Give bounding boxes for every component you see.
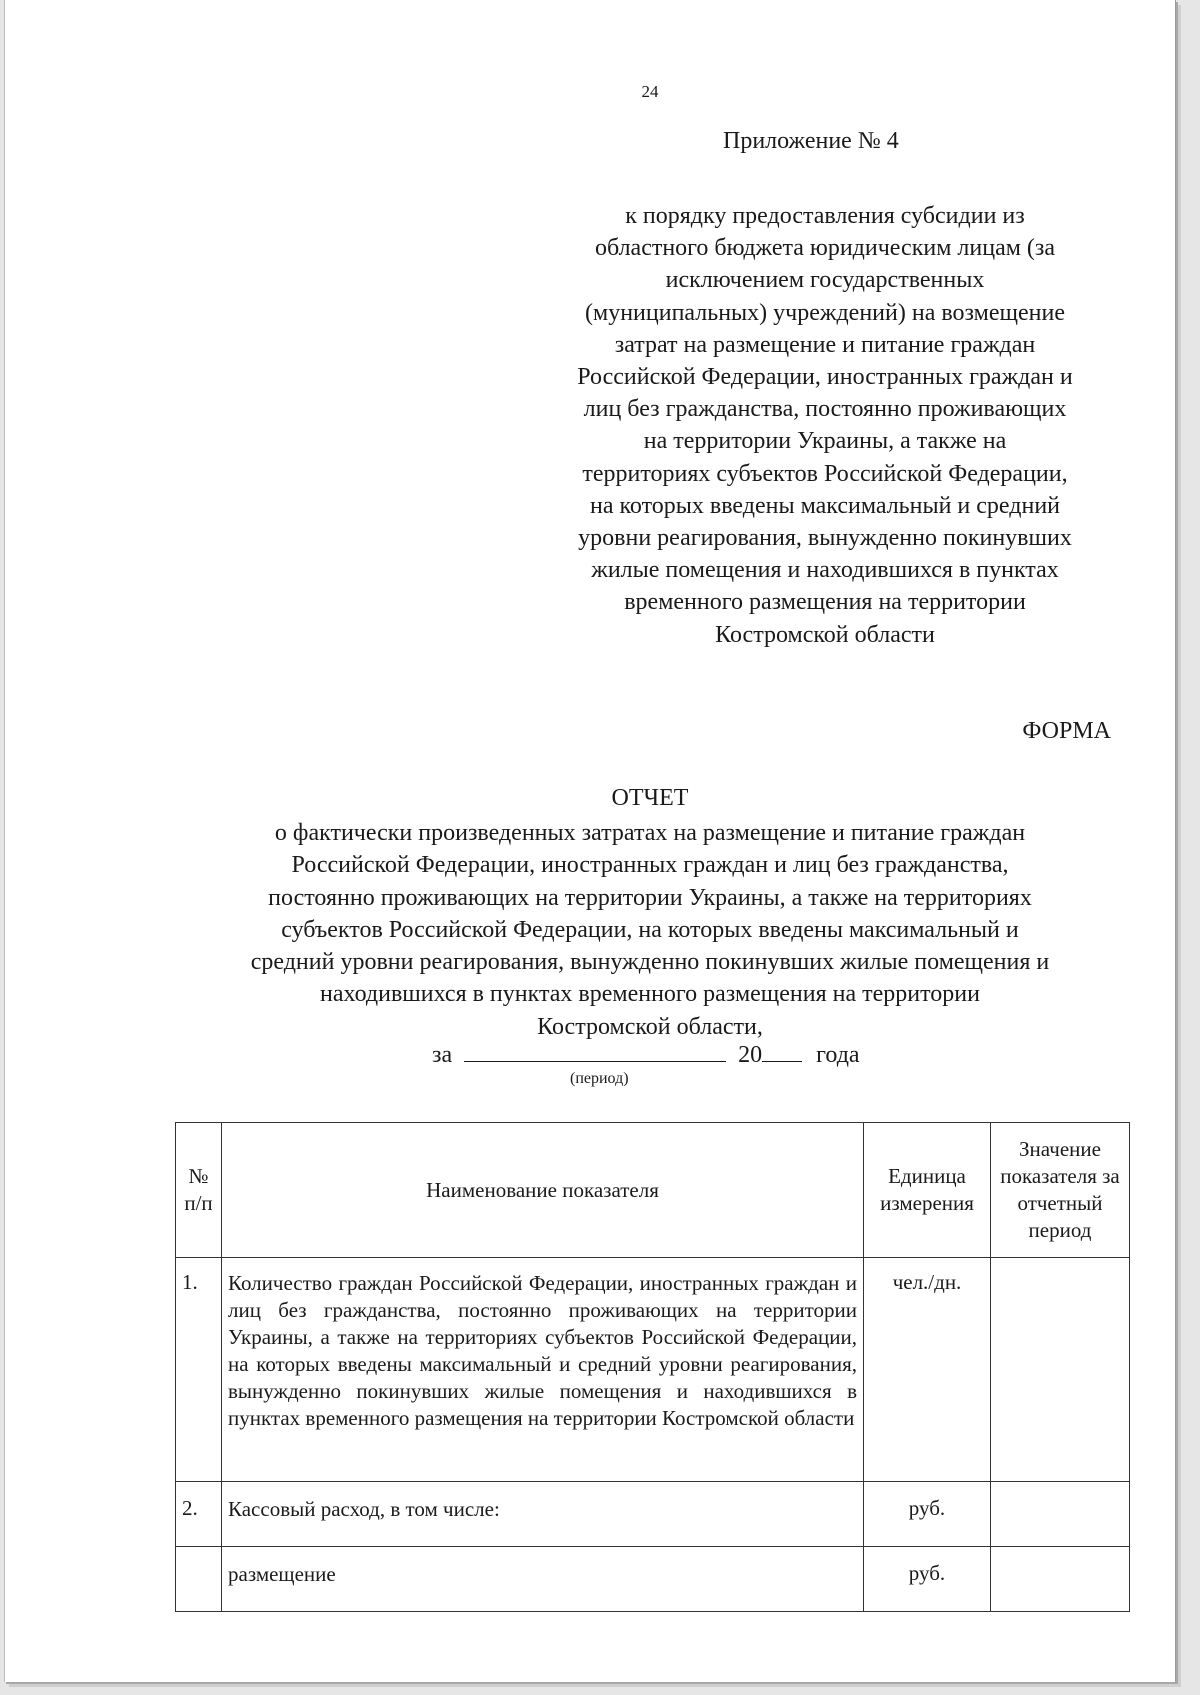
appendix-subtitle-line: на территории Украины, а также на	[643, 428, 1007, 455]
document-page	[4, 0, 1176, 1682]
year-blank[interactable]	[762, 1037, 802, 1062]
appendix-subtitle-line: жилые помещения и находившихся в пунктах	[591, 557, 1059, 584]
report-table	[175, 1122, 1130, 1612]
row-name: размещение	[222, 1547, 864, 1612]
period-blank[interactable]	[464, 1037, 726, 1062]
table-header-row	[176, 1123, 1130, 1258]
appendix-subtitle-line: исключением государственных	[665, 267, 985, 294]
row-name: Количество граждан Российской Федерации, иностранных граждан и лиц без гражданства, постоянно проживающих на территории Украины, а также на территориях субъектов Российской Федерации, на которых введены максимальный и средний уровни реагирования, вынужденно покинувших жилые помещения и находившихся в пунктах временного размещения на территории Костромской области	[222, 1258, 864, 1482]
appendix-subtitle-line: на которых введены максимальный и средний	[589, 492, 1061, 519]
period-line	[432, 1037, 860, 1069]
report-description-line: Костромской области,	[537, 1013, 763, 1040]
period-suffix: года	[816, 1042, 860, 1068]
report-description-line: постоянно проживающих на территории Украины, а также на территориях	[268, 884, 1032, 911]
appendix-subtitle-line: областного бюджета юридическим лицам (за	[594, 235, 1056, 262]
appendix-subtitle-line: затрат на размещение и питание граждан	[614, 331, 1036, 358]
table-row	[176, 1258, 1130, 1482]
row-value-cell[interactable]	[991, 1482, 1130, 1547]
appendix-subtitle-line: временного размещения на территории	[624, 589, 1026, 616]
table-row	[176, 1547, 1130, 1612]
row-value-cell[interactable]	[991, 1547, 1130, 1612]
report-description-line: субъектов Российской Федерации, на которых введены максимальный и	[281, 916, 1019, 943]
report-title: ОТЧЕТ	[611, 785, 689, 811]
row-unit: руб.	[864, 1547, 991, 1612]
row-num: 2.	[176, 1482, 222, 1547]
appendix-subtitle-line: уровни реагирования, вынужденно покинувших	[578, 525, 1072, 552]
appendix-subtitle-line: Российской Федерации, иностранных граждан и	[577, 364, 1073, 391]
row-value-cell[interactable]	[991, 1258, 1130, 1482]
report-description	[165, 817, 1135, 1043]
header-name: Наименование показателя	[222, 1123, 864, 1258]
report-description-line: о фактически произведенных затратах на размещение и питание граждан	[274, 820, 1026, 846]
report-description-line: находившихся в пунктах временного размещения на территории	[320, 981, 980, 1008]
appendix-title: Приложение № 4	[723, 128, 899, 154]
header-num: № п/п	[176, 1123, 222, 1258]
row-unit: чел./дн.	[864, 1258, 991, 1482]
appendix-subtitle-line: к порядку предоставления субсидии из	[625, 203, 1025, 229]
appendix-subtitle-line: лиц без гражданства, постоянно проживающих	[583, 396, 1067, 423]
period-prefix: за	[432, 1042, 453, 1068]
header-unit: Единица измерения	[864, 1123, 991, 1258]
report-description-line: средний уровни реагирования, вынужденно покинувших жилые помещения и	[250, 949, 1050, 976]
row-num	[176, 1547, 222, 1612]
period-caption: (период)	[570, 1070, 629, 1087]
appendix-subtitle-line: Костромской области	[715, 621, 935, 648]
report-description-line: Российской Федерации, иностранных граждан и лиц без гражданства,	[291, 852, 1009, 879]
table-row	[176, 1482, 1130, 1547]
appendix-subtitle	[525, 200, 1125, 651]
form-label: ФОРМА	[1022, 718, 1111, 744]
appendix-subtitle-line: территориях субъектов Российской Федерации,	[582, 460, 1068, 487]
header-value: Значение показателя за отчетный период	[991, 1123, 1130, 1258]
row-name: Кассовый расход, в том числе:	[222, 1482, 864, 1547]
page-number: 24	[641, 82, 659, 101]
appendix-subtitle-line: (муниципальных) учреждений) на возмещение	[585, 299, 1065, 326]
row-num: 1.	[176, 1258, 222, 1482]
year-prefix: 20	[738, 1042, 763, 1068]
row-unit: руб.	[864, 1482, 991, 1547]
